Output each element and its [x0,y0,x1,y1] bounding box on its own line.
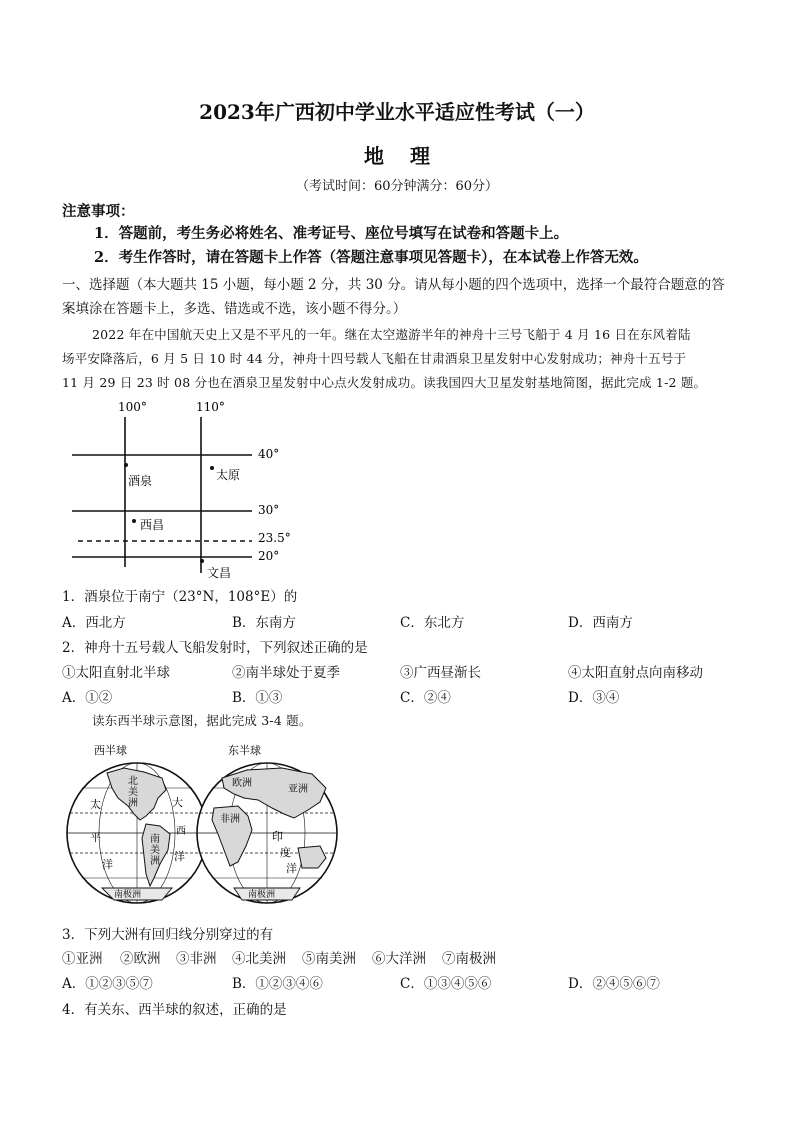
lon-label: 100° [118,400,147,414]
svg-text:度: 度 [280,846,291,859]
option-a[interactable]: A．①②③⑤⑦ [62,976,153,992]
option-c[interactable]: C．东北方 [400,615,465,631]
question-stem: 3．下列大洲有回归线分别穿过的有 [62,927,274,943]
svg-text:美: 美 [128,787,138,798]
svg-text:美: 美 [150,845,160,856]
notice-item: 2．考生作答时，请在答题卡上作答（答题注意事项见答题卡），在本试卷上作答无效。 [94,249,648,266]
statement: ④太阳直射点向南移动 [568,665,703,681]
option-d[interactable]: D．③④ [568,690,620,706]
option-b[interactable]: B．①②③④⑥ [232,976,323,992]
taiyuan-point [210,466,214,470]
place-label: 酒泉 [128,474,153,488]
east-hemisphere [197,763,337,903]
svg-text:非洲: 非洲 [220,814,240,825]
statement: ①太阳直射北半球 [62,665,170,681]
svg-text:太: 太 [90,798,101,811]
svg-text:印: 印 [272,830,283,843]
question-stem: 2．神舟十五号载人飞船发射时，下列叙述正确的是 [62,640,368,656]
lon-label: 110° [196,400,225,414]
wenchang-point [200,559,204,563]
hemisphere-title: 东半球 [228,744,261,757]
question-stem: 1．酒泉位于南宁（23°N，108°E）的 [62,589,298,605]
svg-text:南极洲: 南极洲 [114,890,142,900]
option-d[interactable]: D．②④⑤⑥⑦ [568,976,660,992]
svg-text:洲: 洲 [128,798,138,809]
xichang-point [132,519,136,523]
svg-text:平: 平 [90,831,101,844]
statement: ④北美洲 [232,951,286,967]
statement: ②欧洲 [120,951,161,967]
svg-text:洋: 洋 [102,858,113,871]
statement: ⑥大洋洲 [372,951,426,967]
lat-label: 40° [258,447,280,461]
svg-text:亚洲: 亚洲 [288,784,308,795]
place-label: 太原 [216,468,241,482]
place-label: 文昌 [207,566,232,580]
statement: ③非洲 [176,951,217,967]
notice-item: 1．答题前，考生务必将姓名、准考证号、座位号填写在试卷和答题卡上。 [94,225,569,242]
svg-text:洲: 洲 [150,856,160,867]
hemispheres-map [62,738,352,918]
svg-text:洋: 洋 [174,850,185,863]
statement: ③广西昼渐长 [400,665,481,681]
svg-text:洋: 洋 [286,862,297,875]
passage-line: 2022 年在中国航天史上又是不平凡的一年。继在太空遨游半年的神舟十三号飞船于 4 月 16 日在东风着陆 [92,327,691,342]
passage-line: 场平安降落后，6 月 5 日 10 时 44 分，神舟十四号载人飞船在甘肃酒泉卫星发射中心发射成功；神舟十五号于 [62,351,687,366]
svg-text:欧洲: 欧洲 [232,778,252,789]
lat-label: 23.5° [258,531,291,545]
exam-info: （考试时间：60分钟满分：60分） [295,179,499,194]
statement: ①亚洲 [62,951,103,967]
jiuquan-point [124,463,128,467]
lat-label: 30° [258,503,280,517]
question-stem: 4．有关东、西半球的叙述，正确的是 [62,1002,287,1018]
option-c[interactable]: C．②④ [400,690,451,706]
statement: ⑦南极洲 [442,951,496,967]
section-intro: 一、选择题（本大题共 15 小题，每小题 2 分，共 30 分。请从每小题的四个选项中，选择一个最符合题意的答 [62,277,725,293]
lat-label: 20° [258,549,280,563]
west-hemisphere [67,763,207,903]
statement: ⑤南美洲 [302,951,356,967]
svg-text:西: 西 [176,826,186,837]
place-label: 西昌 [140,518,165,532]
svg-text:大: 大 [172,796,183,809]
hemisphere-title: 西半球 [94,744,127,757]
option-d[interactable]: D．西南方 [568,615,633,631]
option-b[interactable]: B．①③ [232,690,283,706]
exam-title: 2023年广西初中学业水平适应性考试（一） [199,100,595,124]
svg-text:南: 南 [150,834,160,845]
section-intro: 案填涂在答题卡上，多选、错选或不选，该小题不得分。） [62,301,407,317]
passage-line: 11 月 29 日 23 时 08 分也在酒泉卫星发射中心点火发射成功。读我国四大卫星发射基地简图，据此完成 1-2 题。 [62,375,707,390]
notice-heading: 注意事项： [62,203,135,220]
option-b[interactable]: B．东南方 [232,615,296,631]
svg-text:北: 北 [128,776,138,787]
statement: ②南半球处于夏季 [232,665,340,681]
passage-line: 读东西半球示意图，据此完成 3-4 题。 [92,713,312,728]
subject-title: 地理 [364,144,456,168]
svg-text:南极洲: 南极洲 [248,890,276,900]
option-c[interactable]: C．①③④⑤⑥ [400,976,492,992]
option-a[interactable]: A．①② [62,690,113,706]
launch-site-map [62,395,322,585]
option-a[interactable]: A．西北方 [62,615,126,631]
